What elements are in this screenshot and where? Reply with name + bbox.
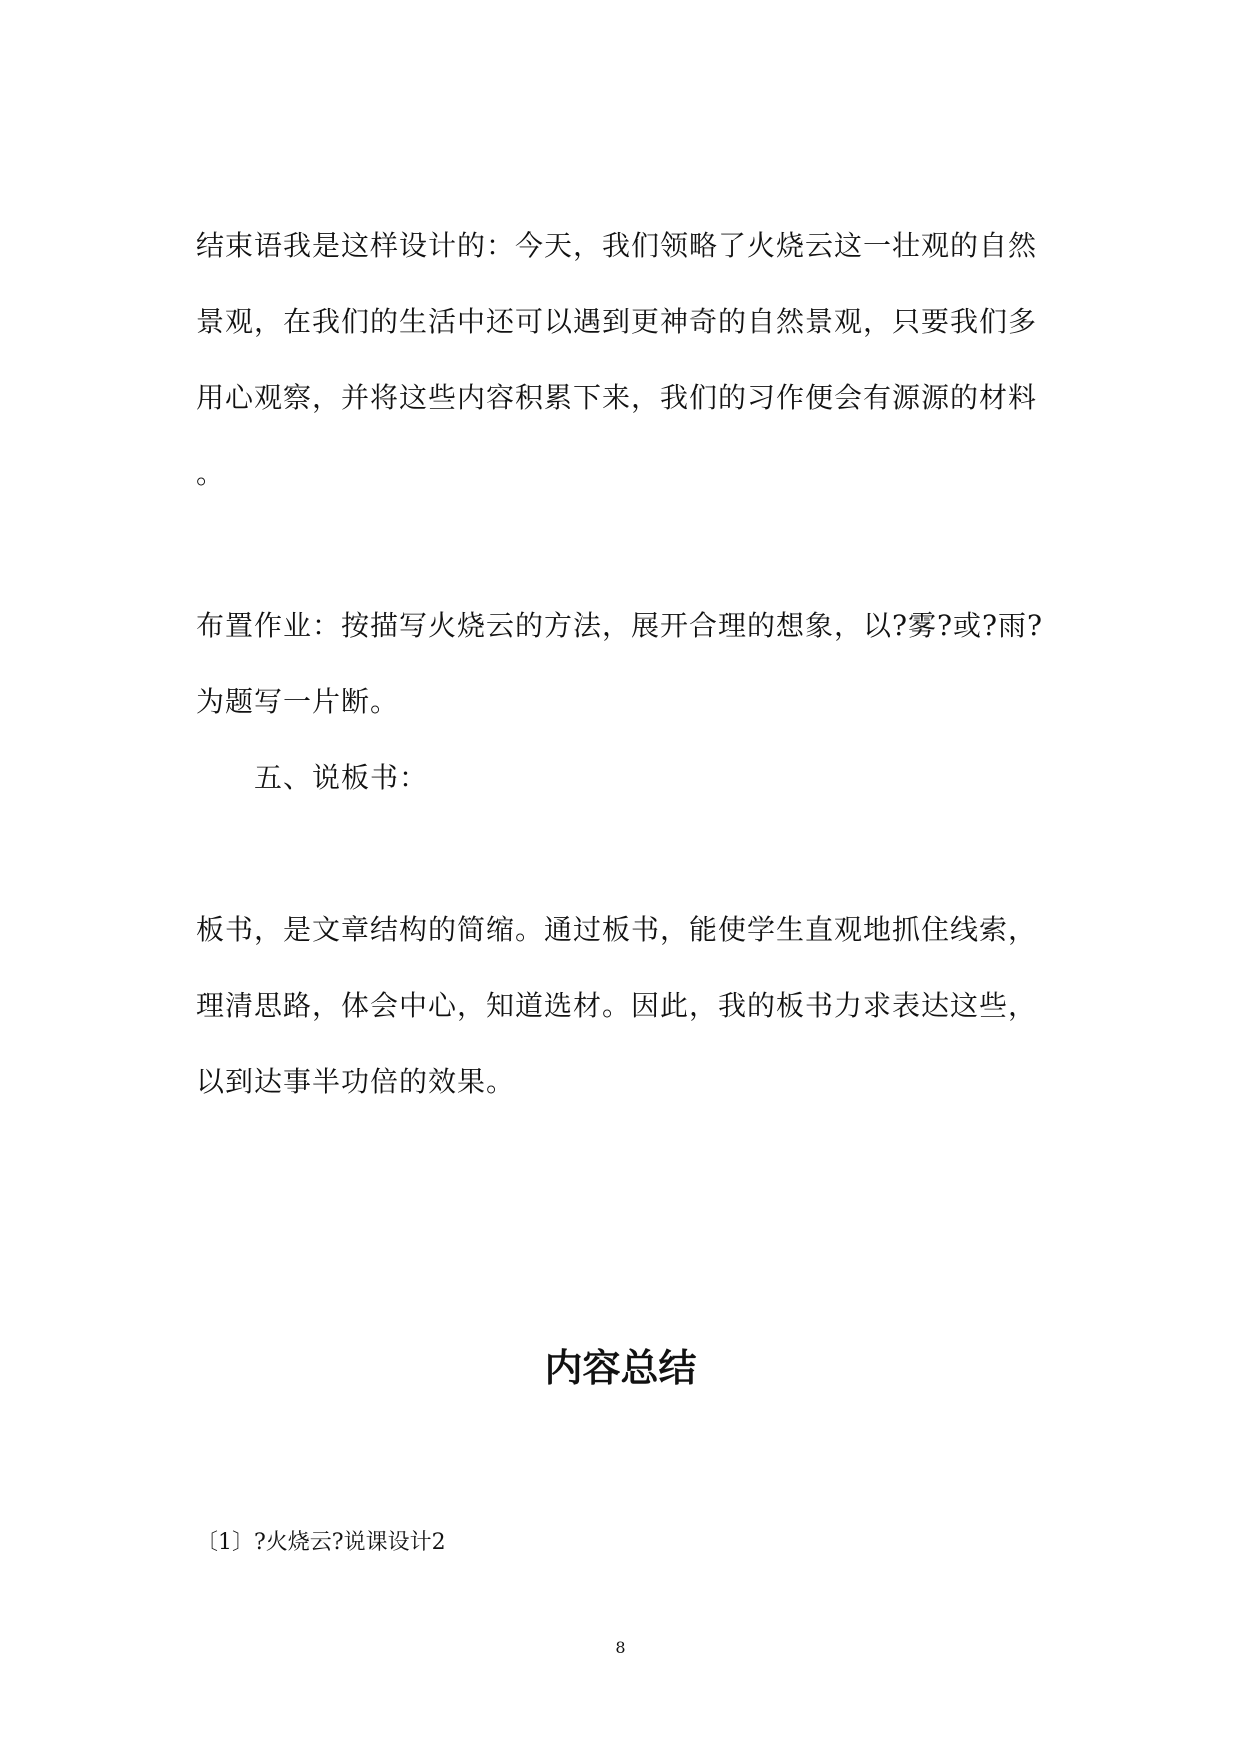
paragraph-line: 布置作业：按描写火烧云的方法，展开合理的想象，以?雾?或?雨? [196, 609, 1044, 642]
section-heading: 五、说板书： [254, 761, 429, 794]
summary-heading: 内容总结 [544, 1346, 697, 1390]
paragraph-line: 为题写一片断。 [196, 685, 400, 718]
paragraph-line: 结束语我是这样设计的：今天，我们领略了火烧云这一壮观的自然 [196, 229, 1038, 262]
paragraph-line: 用心观察，并将这些内容积累下来，我们的习作便会有源源的材料 [196, 381, 1038, 414]
paragraph-line: 。 [196, 457, 226, 490]
paragraph-line: 景观，在我们的生活中还可以遇到更神奇的自然景观，只要我们多 [196, 305, 1038, 338]
summary-item: 〔1〕?火烧云?说课设计2 [196, 1530, 446, 1555]
page-number: 8 [615, 1638, 626, 1657]
paragraph-line: 理清思路，体会中心，知道选材。因此，我的板书力求表达这些， [196, 989, 1038, 1022]
paragraph-line: 板书，是文章结构的简缩。通过板书，能使学生直观地抓住线索， [196, 913, 1038, 946]
paragraph-line: 以到达事半功倍的效果。 [196, 1065, 516, 1098]
